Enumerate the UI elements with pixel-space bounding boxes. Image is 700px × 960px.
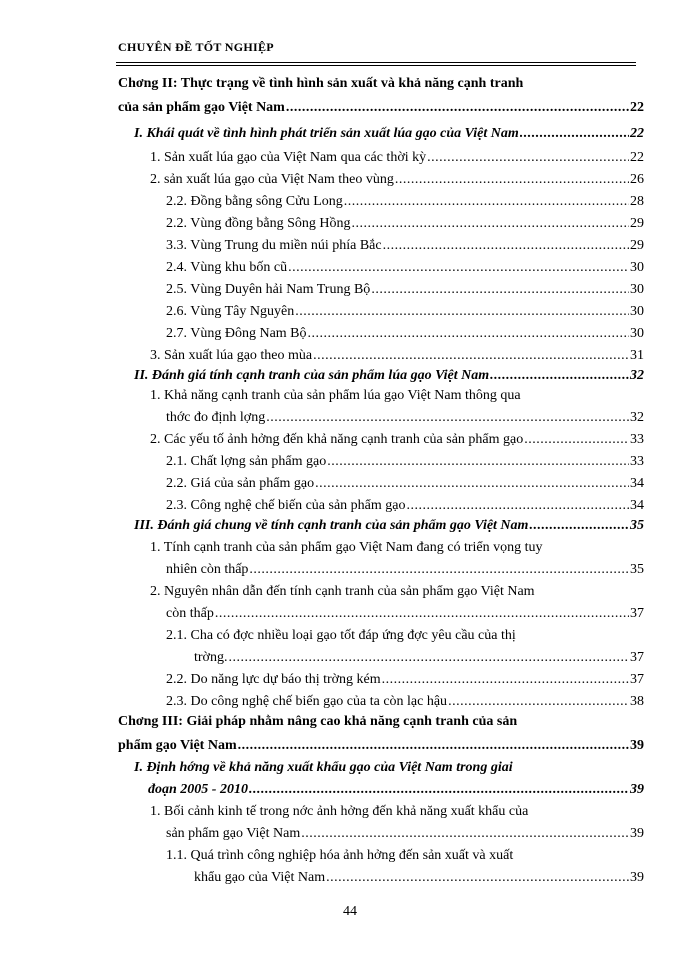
toc-leader bbox=[371, 280, 629, 300]
toc-page-number: 26 bbox=[630, 172, 644, 187]
toc-subentry[interactable] bbox=[166, 214, 644, 234]
toc-entry-text: 2.4. Vùng khu bốn cũ bbox=[166, 260, 288, 275]
toc-leader bbox=[308, 324, 629, 344]
toc-subentry[interactable] bbox=[166, 496, 644, 516]
toc-entry-text: 2.6. Vùng Tây Nguyên bbox=[166, 304, 295, 319]
toc-leader bbox=[215, 604, 629, 624]
toc-subentry[interactable] bbox=[166, 474, 644, 494]
toc-subentry-line1: 2.1. Cha có đợc nhiều loại gạo tốt đáp ứng đợc yêu cầu của thị bbox=[166, 628, 516, 643]
toc-page-number: 37 bbox=[630, 650, 644, 665]
toc-entry-text: sản phẩm gạo Việt Nam bbox=[166, 826, 301, 841]
running-header: CHUYÊN ĐỀ TỐT NGHIỆP bbox=[118, 40, 274, 54]
toc-leader bbox=[249, 780, 629, 800]
toc-entry[interactable] bbox=[150, 170, 644, 190]
toc-leader bbox=[524, 430, 629, 450]
toc-chapter-2-title: Chơng II: Thực trạng về tình hình sản xuất và khả năng cạnh tranh bbox=[118, 76, 524, 91]
toc-entry-text: 2.3. Công nghệ chế biến của sản phẩm gạo bbox=[166, 498, 406, 513]
toc-entry-text: khẩu gạo của Việt Nam bbox=[194, 870, 326, 885]
toc-subentry[interactable] bbox=[194, 648, 644, 668]
toc-entry-text: 3.3. Vùng Trung du miền núi phía Bắc bbox=[166, 238, 382, 253]
toc-page-number: 22 bbox=[630, 100, 644, 115]
toc-entry[interactable] bbox=[166, 604, 644, 624]
toc-entry-text: 2.5. Vùng Duyên hải Nam Trung Bộ bbox=[166, 282, 371, 297]
toc-entry-text: 2.2. Đồng bằng sông Cửu Long bbox=[166, 194, 343, 209]
toc-subentry[interactable] bbox=[166, 692, 644, 712]
toc-entry-text: của sản phẩm gạo Việt Nam bbox=[118, 100, 285, 115]
toc-entry-text: đoạn 2005 - 2010 bbox=[148, 782, 248, 797]
page-number: 44 bbox=[343, 904, 357, 919]
toc-chapter-3-title: Chơng III: Giải pháp nhằm nâng cao khả năng cạnh tranh của sản bbox=[118, 714, 518, 729]
toc-entry-text: 2.1. Chất lợng sản phẩm gạo bbox=[166, 454, 327, 469]
toc-page-number: 30 bbox=[630, 304, 644, 319]
toc-page-number: 39 bbox=[630, 782, 644, 797]
toc-page-number: 29 bbox=[630, 216, 644, 231]
toc-page-number: 37 bbox=[630, 672, 644, 687]
toc-leader bbox=[427, 148, 629, 168]
toc-leader bbox=[407, 496, 630, 516]
toc-entry[interactable] bbox=[166, 824, 644, 844]
toc-page-number: 33 bbox=[630, 454, 644, 469]
toc-entry[interactable] bbox=[150, 346, 644, 366]
toc-entry-text: 2.2. Giá của sản phẩm gạo bbox=[166, 476, 315, 491]
toc-page-number: 33 bbox=[630, 432, 644, 447]
toc-entry-line1: 2. Nguyên nhân dẫn đến tính cạnh tranh của sản phẩm gạo Việt Nam bbox=[150, 584, 535, 599]
header-rule bbox=[116, 62, 636, 66]
toc-leader bbox=[344, 192, 629, 212]
toc-entry-text: nhiên còn thấp bbox=[166, 562, 249, 577]
toc-leader bbox=[448, 692, 629, 712]
toc-leader bbox=[313, 346, 629, 366]
toc-subentry[interactable] bbox=[166, 258, 644, 278]
toc-leader bbox=[395, 170, 629, 190]
toc-entry-text: I. Khái quát về tình hình phát triển sản xuất lúa gạo của Việt Nam bbox=[134, 126, 519, 141]
toc-leader bbox=[295, 302, 629, 322]
toc-leader bbox=[286, 98, 629, 118]
toc-chapter-3-entry[interactable] bbox=[118, 736, 644, 756]
toc-leader bbox=[490, 366, 629, 386]
toc-entry[interactable] bbox=[166, 560, 644, 580]
toc-page-number: 39 bbox=[630, 870, 644, 885]
toc-page-number: 22 bbox=[630, 126, 644, 141]
toc-page-number: 30 bbox=[630, 260, 644, 275]
toc-leader bbox=[351, 214, 629, 234]
toc-entry-text: 1. Sản xuất lúa gạo của Việt Nam qua các thời kỳ bbox=[150, 150, 427, 165]
toc-leader bbox=[228, 648, 629, 668]
toc-entry-text: 2.2. Vùng đồng bằng Sông Hồng bbox=[166, 216, 351, 231]
toc-entry-text: 3. Sản xuất lúa gạo theo mùa bbox=[150, 348, 313, 363]
toc-entry-line1: 1. Bối cảnh kinh tế trong nớc ảnh hởng đến khả năng xuất khẩu của bbox=[150, 804, 529, 819]
toc-leader bbox=[238, 736, 629, 756]
toc-entry-text: 2.7. Vùng Đông Nam Bộ bbox=[166, 326, 307, 341]
toc-subentry[interactable] bbox=[194, 868, 644, 888]
toc-entry-text: còn thấp bbox=[166, 606, 214, 621]
toc-page-number: 32 bbox=[630, 410, 644, 425]
toc-entry-text: phẩm gạo Việt Nam bbox=[118, 738, 237, 753]
toc-leader bbox=[382, 670, 629, 690]
toc-entry[interactable] bbox=[150, 430, 644, 450]
toc-section-4[interactable] bbox=[148, 780, 644, 800]
toc-page-number: 31 bbox=[630, 348, 644, 363]
toc-entry-text: III. Đánh giá chung về tính cạnh tranh của sản phẩm gạo Việt Nam bbox=[134, 518, 529, 533]
toc-subentry-line1: 1.1. Quá trình công nghiệp hóa ảnh hởng đến sản xuất và xuất bbox=[166, 848, 514, 863]
toc-entry[interactable] bbox=[166, 408, 644, 428]
toc-subentry[interactable] bbox=[166, 324, 644, 344]
toc-subentry[interactable] bbox=[166, 302, 644, 322]
toc-leader bbox=[301, 824, 629, 844]
toc-page-number: 39 bbox=[630, 738, 644, 753]
toc-entry-line1: 1. Tính cạnh tranh của sản phẩm gạo Việt Nam đang có triển vọng tuy bbox=[150, 540, 543, 555]
toc-leader bbox=[327, 452, 629, 472]
toc-leader bbox=[288, 258, 629, 278]
toc-leader bbox=[249, 560, 629, 580]
toc-page-number: 35 bbox=[630, 562, 644, 577]
toc-entry-line1: 1. Khả năng cạnh tranh của sản phẩm lúa gạo Việt Nam thông qua bbox=[150, 388, 521, 403]
toc-subentry[interactable] bbox=[166, 452, 644, 472]
toc-leader bbox=[266, 408, 629, 428]
toc-section-2[interactable] bbox=[134, 366, 644, 386]
toc-subentry[interactable] bbox=[166, 670, 644, 690]
toc-section-4-title: I. Định hớng về khả năng xuất khẩu gạo của Việt Nam trong giai bbox=[134, 760, 513, 775]
toc-subentry[interactable] bbox=[166, 192, 644, 212]
toc-leader bbox=[529, 516, 629, 536]
toc-subentry[interactable] bbox=[166, 236, 644, 256]
toc-leader bbox=[315, 474, 629, 494]
toc-subentry[interactable] bbox=[166, 280, 644, 300]
toc-chapter-2-entry[interactable] bbox=[118, 98, 644, 118]
toc-entry-text: II. Đánh giá tính cạnh tranh của sản phẩm lúa gạo Việt Nam bbox=[134, 368, 490, 383]
toc-entry-text: 2.3. Do công nghệ chế biến gạo của ta còn lạc hậu bbox=[166, 694, 448, 709]
toc-page-number: 37 bbox=[630, 606, 644, 621]
toc-page-number: 39 bbox=[630, 826, 644, 841]
toc-entry-text: thớc đo định lợng bbox=[166, 410, 266, 425]
toc-page-number: 28 bbox=[630, 194, 644, 209]
toc-page-number: 22 bbox=[630, 150, 644, 165]
toc-entry-text: 2. Các yếu tố ảnh hởng đến khả năng cạnh tranh của sản phẩm gạo bbox=[150, 432, 524, 447]
toc-page-number: 30 bbox=[630, 282, 644, 297]
toc-page-number: 38 bbox=[630, 694, 644, 709]
toc-page-number: 34 bbox=[630, 476, 644, 491]
toc-leader bbox=[520, 124, 629, 144]
toc-entry-text: 2. sản xuất lúa gạo của Việt Nam theo vùng bbox=[150, 172, 394, 187]
toc-section-1[interactable] bbox=[134, 124, 644, 144]
toc-leader bbox=[383, 236, 629, 256]
toc-entry-text: 2.2. Do năng lực dự báo thị trờng kém bbox=[166, 672, 381, 687]
toc-page-number: 29 bbox=[630, 238, 644, 253]
toc-page-number: 30 bbox=[630, 326, 644, 341]
toc-entry-text: trờng. bbox=[194, 650, 228, 665]
toc-entry[interactable] bbox=[150, 148, 644, 168]
toc-page-number: 35 bbox=[630, 518, 644, 533]
toc-page-number: 32 bbox=[630, 368, 644, 383]
toc-page-number: 34 bbox=[630, 498, 644, 513]
toc-leader bbox=[326, 868, 629, 888]
toc-section-3[interactable] bbox=[134, 516, 644, 536]
